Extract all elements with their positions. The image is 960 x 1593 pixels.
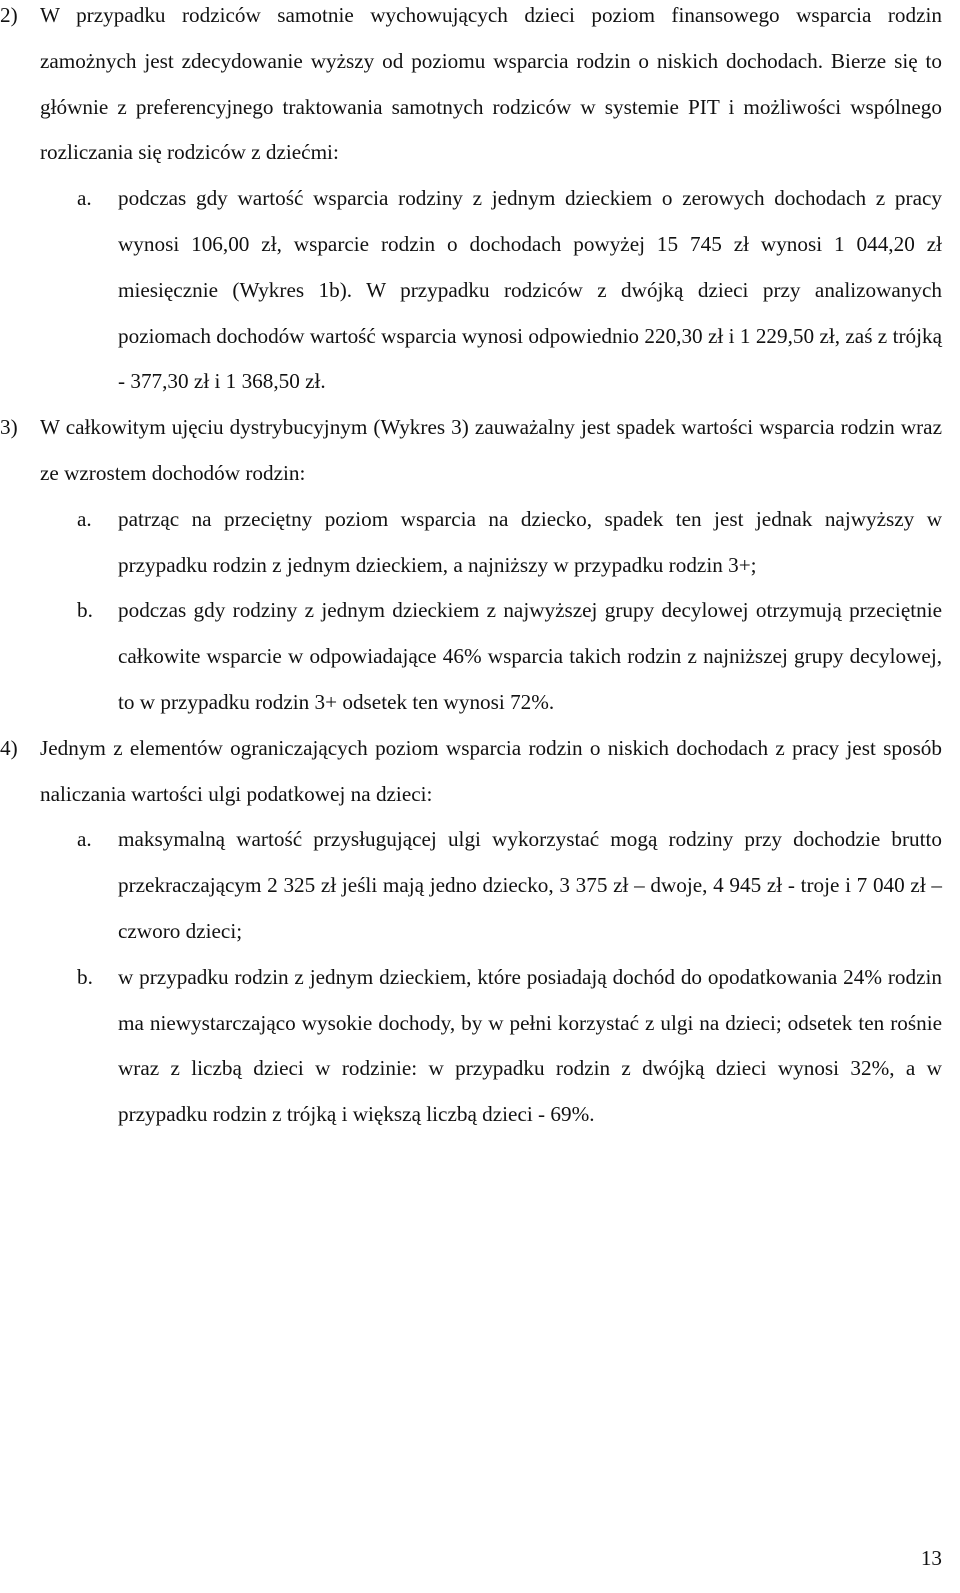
- sub-item-text: podczas gdy rodziny z jednym dzieckiem z najwyższej grupy decylowej otrzymują przeciętnie całkowite wsparcie w odpowiadające 46% wsparcia takich rodzin z najniższej grupy decylowej, to w przypadku rodzin 3+ odsetek ten wynosi 72%.: [118, 598, 942, 714]
- list-item-number: 4): [0, 735, 18, 760]
- list-item-2: [0, 0, 960, 176]
- sub-item-3a: [0, 497, 960, 589]
- sub-item-letter: a.: [77, 506, 92, 531]
- page-number: 13: [920, 1546, 942, 1570]
- list-item-text: Jednym z elementów ograniczających poziom wsparcia rodzin o niskich dochodach z pracy jest sposób naliczania wartości ulgi podatkowej na dzieci:: [40, 735, 942, 806]
- sub-item-2a: [0, 176, 960, 405]
- list-item-number: 3): [0, 415, 18, 440]
- list-item-text: W całkowitym ujęciu dystrybucyjnym (Wykres 3) zauważalny jest spadek wartości wsparcia rodzin wraz ze wzrostem dochodów rodzin:: [40, 415, 942, 485]
- sub-item-4a: [0, 817, 960, 954]
- sub-item-text: patrząc na przeciętny poziom wsparcia na dziecko, spadek ten jest jednak najwyższy w przypadku rodzin z jednym dzieckiem, a najniższy w przypadku rodzin 3+;: [118, 506, 942, 577]
- list-item-3: [0, 405, 960, 497]
- sub-item-text: maksymalną wartość przysługującej ulgi wykorzystać mogą rodziny przy dochodzie brutto przekraczającym 2 325 zł jeśli mają jedno dziecko, 3 375 zł – dwoje, 4 945 zł - troje i 7 040 zł – czworo dzieci;: [118, 827, 942, 943]
- sub-item-4b: [0, 955, 960, 1138]
- list-item-4: [0, 726, 960, 818]
- sub-item-letter: a.: [77, 827, 92, 852]
- sub-item-3b: [0, 588, 960, 725]
- sub-item-letter: a.: [77, 186, 92, 211]
- sub-item-text: podczas gdy wartość wsparcia rodziny z jednym dzieckiem o zerowych dochodach z pracy wynosi 106,00 zł, wsparcie rodzin o dochodach powyżej 15 745 zł wynosi 1 044,20 zł miesięcznie (Wykres 1b). W przypadku rodziców z dwójką dzieci przy analizowanych poziomach dochodów wartość wsparcia wynosi odpowiednio 220,30 zł i 1 229,50 zł, zaś z trójką - 377,30 zł i 1 368,50 zł.: [118, 186, 942, 394]
- sub-item-letter: b.: [77, 598, 93, 623]
- sub-item-text: w przypadku rodzin z jednym dzieckiem, które posiadają dochód do opodatkowania 24% rodzin ma niewystarczająco wysokie dochody, by w pełni korzystać z ulgi na dzieci; odsetek ten rośnie wraz z liczbą dzieci w rodzinie: w przypadku rodzin z dwójką dzieci wynosi 32%, a w przypadku rodzin z trójką i większą liczbą dzieci - 69%.: [118, 964, 942, 1127]
- sub-item-letter: b.: [77, 964, 93, 989]
- list-item-text: W przypadku rodziców samotnie wychowujących dzieci poziom finansowego wsparcia rodzin zamożnych jest zdecydowanie wyższy od poziomu wsparcia rodzin o niskich dochodach. Bierze się to głównie z preferencyjnego traktowania samotnych rodziców w systemie PIT i możliwości wspólnego rozliczania się rodziców z dziećmi:: [40, 3, 942, 165]
- list-item-number: 2): [0, 3, 18, 27]
